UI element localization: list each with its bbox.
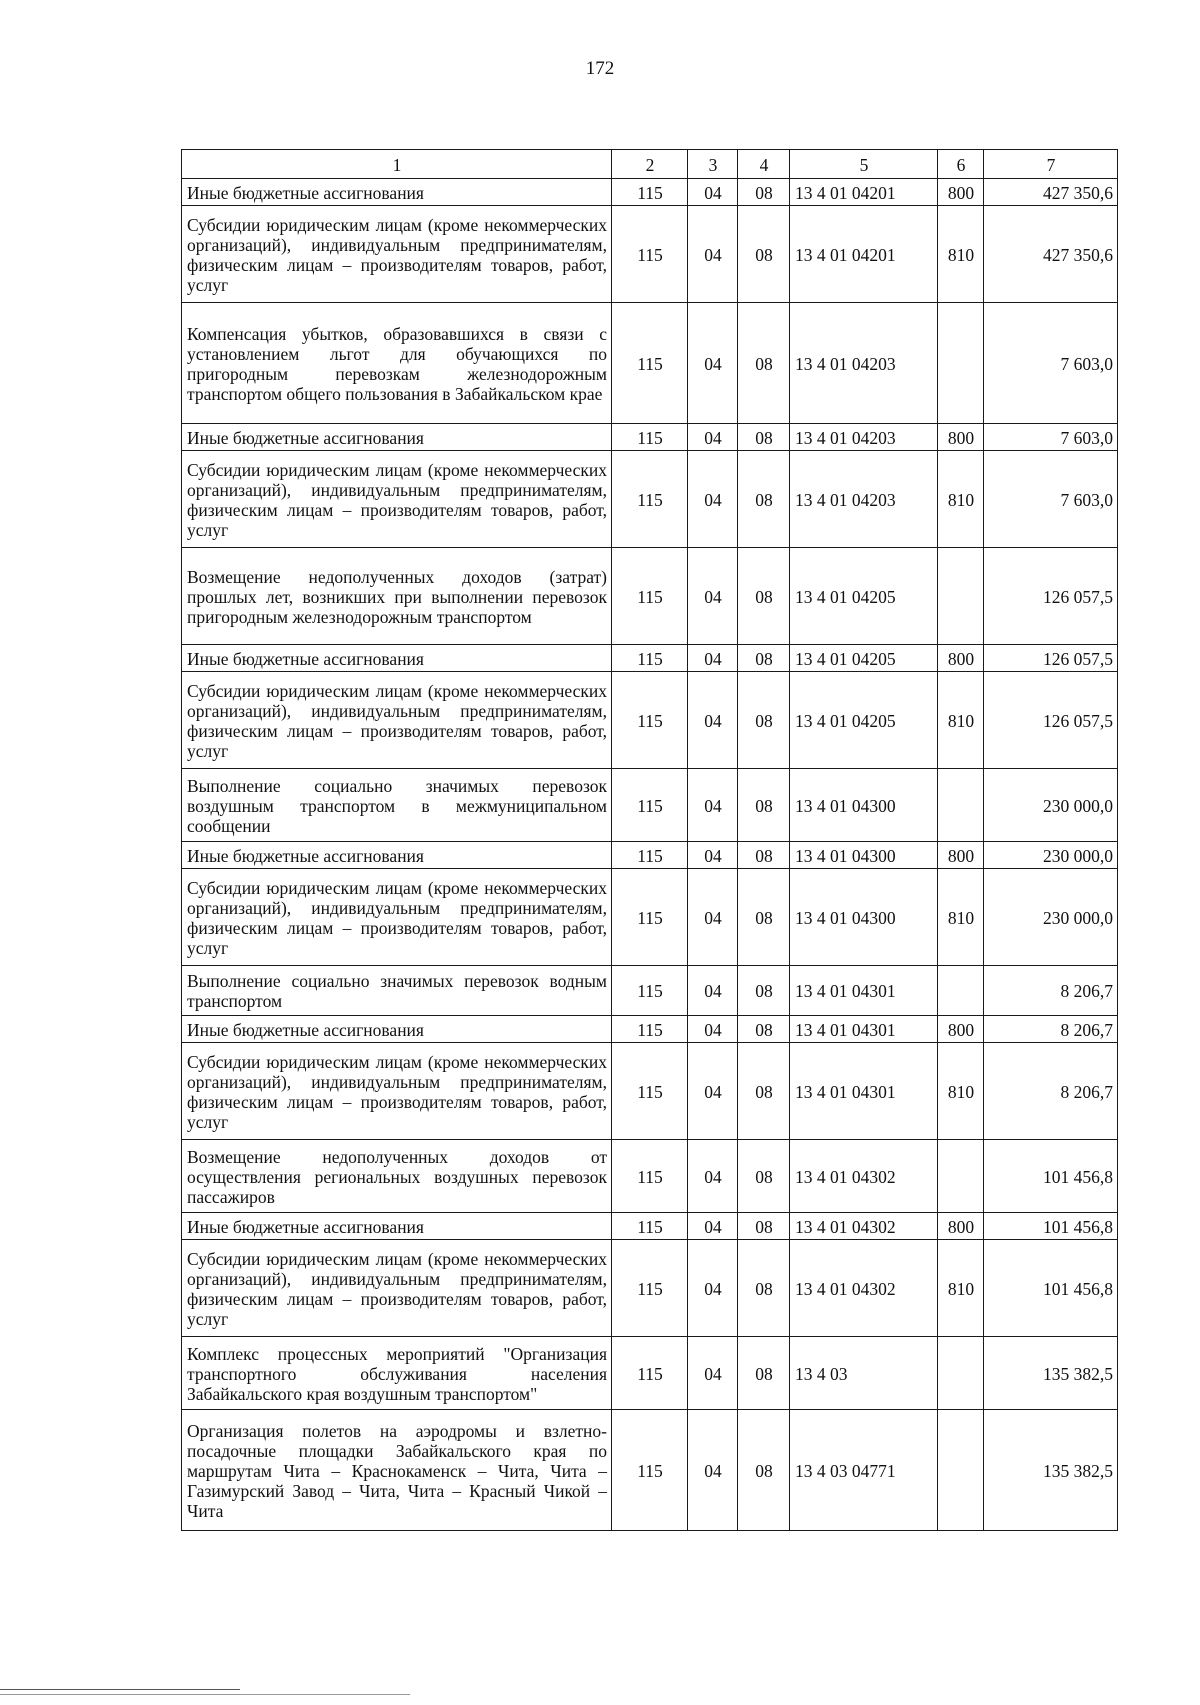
budget-table bbox=[181, 149, 1118, 1531]
row-code-cell: 115 bbox=[612, 966, 688, 1016]
row-name-cell: Иные бюджетные ассигнования bbox=[182, 1016, 612, 1043]
row-subsection-cell: 08 bbox=[738, 769, 790, 842]
row-code-cell: 115 bbox=[612, 842, 688, 869]
row-subsection-cell: 08 bbox=[738, 548, 790, 645]
row-section-cell: 04 bbox=[688, 966, 738, 1016]
row-name-cell: Иные бюджетные ассигнования bbox=[182, 424, 612, 451]
row-section-cell: 04 bbox=[688, 1140, 738, 1213]
row-amount-cell: 8 206,7 bbox=[984, 966, 1118, 1016]
table-row bbox=[182, 451, 1118, 548]
row-expense-type-cell: 800 bbox=[938, 179, 984, 206]
row-subsection-cell: 08 bbox=[738, 451, 790, 548]
row-name-cell: Организация полетов на аэродромы и взлетно-посадочные площадки Забайкальского края по маршрутам Чита – Краснокаменск – Чита, Чита – Газимурский Завод – Чита, Чита – Красный Чикой – Чита bbox=[182, 1410, 612, 1531]
row-amount-cell: 8 206,7 bbox=[984, 1016, 1118, 1043]
row-subsection-cell: 08 bbox=[738, 206, 790, 303]
table-row bbox=[182, 1213, 1118, 1240]
row-target-code-cell: 13 4 01 04302 bbox=[790, 1240, 938, 1337]
row-expense-type-cell: 800 bbox=[938, 842, 984, 869]
header-cell: 4 bbox=[738, 150, 790, 179]
row-amount-cell: 427 350,6 bbox=[984, 179, 1118, 206]
row-expense-type-cell bbox=[938, 966, 984, 1016]
row-amount-cell: 230 000,0 bbox=[984, 869, 1118, 966]
row-expense-type-cell: 800 bbox=[938, 1213, 984, 1240]
row-subsection-cell: 08 bbox=[738, 966, 790, 1016]
row-amount-cell: 427 350,6 bbox=[984, 206, 1118, 303]
table-row bbox=[182, 672, 1118, 769]
table-row bbox=[182, 1410, 1118, 1531]
table-body bbox=[182, 179, 1118, 1531]
row-amount-cell: 101 456,8 bbox=[984, 1213, 1118, 1240]
header-cell: 7 bbox=[984, 150, 1118, 179]
row-subsection-cell: 08 bbox=[738, 303, 790, 424]
scan-edge-line bbox=[0, 1689, 240, 1690]
row-target-code-cell: 13 4 01 04301 bbox=[790, 1043, 938, 1140]
row-name-cell: Комплекс процессных мероприятий "Организация транспортного обслуживания населения Забайкальского края воздушным транспортом" bbox=[182, 1337, 612, 1410]
row-amount-cell: 7 603,0 bbox=[984, 424, 1118, 451]
row-expense-type-cell bbox=[938, 548, 984, 645]
row-section-cell: 04 bbox=[688, 206, 738, 303]
row-name-cell: Выполнение социально значимых перевозок воздушным транспортом в межмуниципальном сообщении bbox=[182, 769, 612, 842]
row-name-cell: Субсидии юридическим лицам (кроме некоммерческих организаций), индивидуальным предпринимателям, физическим лицам – производителям товаров, работ, услуг bbox=[182, 1240, 612, 1337]
row-name-cell: Субсидии юридическим лицам (кроме некоммерческих организаций), индивидуальным предпринимателям, физическим лицам – производителям товаров, работ, услуг bbox=[182, 451, 612, 548]
row-section-cell: 04 bbox=[688, 303, 738, 424]
row-code-cell: 115 bbox=[612, 179, 688, 206]
row-subsection-cell: 08 bbox=[738, 842, 790, 869]
scan-edge-line bbox=[0, 1694, 410, 1695]
row-subsection-cell: 08 bbox=[738, 1043, 790, 1140]
row-section-cell: 04 bbox=[688, 1016, 738, 1043]
row-target-code-cell: 13 4 01 04300 bbox=[790, 769, 938, 842]
row-target-code-cell: 13 4 01 04302 bbox=[790, 1140, 938, 1213]
row-target-code-cell: 13 4 01 04205 bbox=[790, 548, 938, 645]
row-name-cell: Субсидии юридическим лицам (кроме некоммерческих организаций), индивидуальным предпринимателям, физическим лицам – производителям товаров, работ, услуг bbox=[182, 206, 612, 303]
row-expense-type-cell: 810 bbox=[938, 1240, 984, 1337]
table-row bbox=[182, 769, 1118, 842]
row-section-cell: 04 bbox=[688, 645, 738, 672]
row-code-cell: 115 bbox=[612, 1240, 688, 1337]
row-code-cell: 115 bbox=[612, 1410, 688, 1531]
row-target-code-cell: 13 4 03 bbox=[790, 1337, 938, 1410]
page-number: 172 bbox=[585, 58, 615, 79]
row-code-cell: 115 bbox=[612, 548, 688, 645]
row-expense-type-cell bbox=[938, 769, 984, 842]
row-target-code-cell: 13 4 01 04205 bbox=[790, 672, 938, 769]
table-row bbox=[182, 1337, 1118, 1410]
row-subsection-cell: 08 bbox=[738, 1410, 790, 1531]
row-target-code-cell: 13 4 01 04301 bbox=[790, 1016, 938, 1043]
row-amount-cell: 101 456,8 bbox=[984, 1240, 1118, 1337]
row-name-cell: Иные бюджетные ассигнования bbox=[182, 842, 612, 869]
row-amount-cell: 7 603,0 bbox=[984, 303, 1118, 424]
row-name-cell: Субсидии юридическим лицам (кроме некоммерческих организаций), индивидуальным предпринимателям, физическим лицам – производителям товаров, работ, услуг bbox=[182, 672, 612, 769]
row-expense-type-cell: 810 bbox=[938, 869, 984, 966]
row-name-cell: Иные бюджетные ассигнования bbox=[182, 1213, 612, 1240]
row-name-cell: Субсидии юридическим лицам (кроме некоммерческих организаций), индивидуальным предпринимателям, физическим лицам – производителям товаров, работ, услуг bbox=[182, 869, 612, 966]
header-cell: 6 bbox=[938, 150, 984, 179]
row-expense-type-cell: 810 bbox=[938, 672, 984, 769]
row-subsection-cell: 08 bbox=[738, 1213, 790, 1240]
row-target-code-cell: 13 4 01 04300 bbox=[790, 842, 938, 869]
row-name-cell: Иные бюджетные ассигнования bbox=[182, 645, 612, 672]
table-row bbox=[182, 1140, 1118, 1213]
row-amount-cell: 7 603,0 bbox=[984, 451, 1118, 548]
row-subsection-cell: 08 bbox=[738, 1240, 790, 1337]
row-section-cell: 04 bbox=[688, 179, 738, 206]
table-row bbox=[182, 966, 1118, 1016]
table-row bbox=[182, 206, 1118, 303]
row-code-cell: 115 bbox=[612, 1016, 688, 1043]
row-name-cell: Возмещение недополученных доходов (затрат) прошлых лет, возникших при выполнении перевозок пригородным железнодорожным транспортом bbox=[182, 548, 612, 645]
row-subsection-cell: 08 bbox=[738, 179, 790, 206]
header-cell: 5 bbox=[790, 150, 938, 179]
table-row bbox=[182, 179, 1118, 206]
row-amount-cell: 230 000,0 bbox=[984, 769, 1118, 842]
table-row bbox=[182, 1016, 1118, 1043]
row-amount-cell: 230 000,0 bbox=[984, 842, 1118, 869]
row-code-cell: 115 bbox=[612, 645, 688, 672]
row-amount-cell: 101 456,8 bbox=[984, 1140, 1118, 1213]
row-expense-type-cell: 810 bbox=[938, 206, 984, 303]
row-target-code-cell: 13 4 01 04302 bbox=[790, 1213, 938, 1240]
row-section-cell: 04 bbox=[688, 1410, 738, 1531]
row-amount-cell: 8 206,7 bbox=[984, 1043, 1118, 1140]
row-name-cell: Выполнение социально значимых перевозок водным транспортом bbox=[182, 966, 612, 1016]
row-target-code-cell: 13 4 03 04771 bbox=[790, 1410, 938, 1531]
row-amount-cell: 135 382,5 bbox=[984, 1410, 1118, 1531]
row-code-cell: 115 bbox=[612, 424, 688, 451]
row-subsection-cell: 08 bbox=[738, 1140, 790, 1213]
header-cell: 3 bbox=[688, 150, 738, 179]
row-name-cell: Иные бюджетные ассигнования bbox=[182, 179, 612, 206]
row-target-code-cell: 13 4 01 04301 bbox=[790, 966, 938, 1016]
row-subsection-cell: 08 bbox=[738, 869, 790, 966]
row-expense-type-cell bbox=[938, 1337, 984, 1410]
row-section-cell: 04 bbox=[688, 869, 738, 966]
row-subsection-cell: 08 bbox=[738, 424, 790, 451]
row-amount-cell: 126 057,5 bbox=[984, 548, 1118, 645]
row-expense-type-cell bbox=[938, 1140, 984, 1213]
row-target-code-cell: 13 4 01 04203 bbox=[790, 424, 938, 451]
row-code-cell: 115 bbox=[612, 1043, 688, 1140]
row-expense-type-cell bbox=[938, 1410, 984, 1531]
table-row bbox=[182, 1043, 1118, 1140]
table-row bbox=[182, 869, 1118, 966]
row-section-cell: 04 bbox=[688, 1043, 738, 1140]
row-code-cell: 115 bbox=[612, 1140, 688, 1213]
row-section-cell: 04 bbox=[688, 1213, 738, 1240]
row-section-cell: 04 bbox=[688, 451, 738, 548]
row-code-cell: 115 bbox=[612, 869, 688, 966]
row-section-cell: 04 bbox=[688, 548, 738, 645]
table-row bbox=[182, 548, 1118, 645]
row-subsection-cell: 08 bbox=[738, 1337, 790, 1410]
row-expense-type-cell bbox=[938, 303, 984, 424]
row-name-cell: Субсидии юридическим лицам (кроме некоммерческих организаций), индивидуальным предпринимателям, физическим лицам – производителям товаров, работ, услуг bbox=[182, 1043, 612, 1140]
row-expense-type-cell: 810 bbox=[938, 451, 984, 548]
table-row bbox=[182, 842, 1118, 869]
row-code-cell: 115 bbox=[612, 769, 688, 842]
header-row bbox=[182, 150, 1118, 179]
row-target-code-cell: 13 4 01 04203 bbox=[790, 303, 938, 424]
row-amount-cell: 126 057,5 bbox=[984, 672, 1118, 769]
table-row bbox=[182, 645, 1118, 672]
row-target-code-cell: 13 4 01 04205 bbox=[790, 645, 938, 672]
table-row bbox=[182, 424, 1118, 451]
row-subsection-cell: 08 bbox=[738, 672, 790, 769]
row-target-code-cell: 13 4 01 04203 bbox=[790, 451, 938, 548]
row-section-cell: 04 bbox=[688, 1337, 738, 1410]
row-expense-type-cell: 810 bbox=[938, 1043, 984, 1140]
row-subsection-cell: 08 bbox=[738, 1016, 790, 1043]
header-cell: 1 bbox=[182, 150, 612, 179]
row-expense-type-cell: 800 bbox=[938, 424, 984, 451]
row-name-cell: Возмещение недополученных доходов от осуществления региональных воздушных перевозок пассажиров bbox=[182, 1140, 612, 1213]
row-section-cell: 04 bbox=[688, 1240, 738, 1337]
table-row bbox=[182, 1240, 1118, 1337]
row-code-cell: 115 bbox=[612, 451, 688, 548]
row-expense-type-cell: 800 bbox=[938, 645, 984, 672]
table-row bbox=[182, 303, 1118, 424]
row-code-cell: 115 bbox=[612, 303, 688, 424]
row-code-cell: 115 bbox=[612, 1213, 688, 1240]
row-amount-cell: 135 382,5 bbox=[984, 1337, 1118, 1410]
row-section-cell: 04 bbox=[688, 842, 738, 869]
row-subsection-cell: 08 bbox=[738, 645, 790, 672]
row-amount-cell: 126 057,5 bbox=[984, 645, 1118, 672]
row-code-cell: 115 bbox=[612, 672, 688, 769]
row-target-code-cell: 13 4 01 04300 bbox=[790, 869, 938, 966]
row-section-cell: 04 bbox=[688, 769, 738, 842]
header-cell: 2 bbox=[612, 150, 688, 179]
row-target-code-cell: 13 4 01 04201 bbox=[790, 179, 938, 206]
row-code-cell: 115 bbox=[612, 206, 688, 303]
row-section-cell: 04 bbox=[688, 424, 738, 451]
row-expense-type-cell: 800 bbox=[938, 1016, 984, 1043]
row-target-code-cell: 13 4 01 04201 bbox=[790, 206, 938, 303]
row-name-cell: Компенсация убытков, образовавшихся в связи с установлением льгот для обучающихся по пригородным перевозкам железнодорожным транспортом общего пользования в Забайкальском крае bbox=[182, 303, 612, 424]
row-section-cell: 04 bbox=[688, 672, 738, 769]
row-code-cell: 115 bbox=[612, 1337, 688, 1410]
